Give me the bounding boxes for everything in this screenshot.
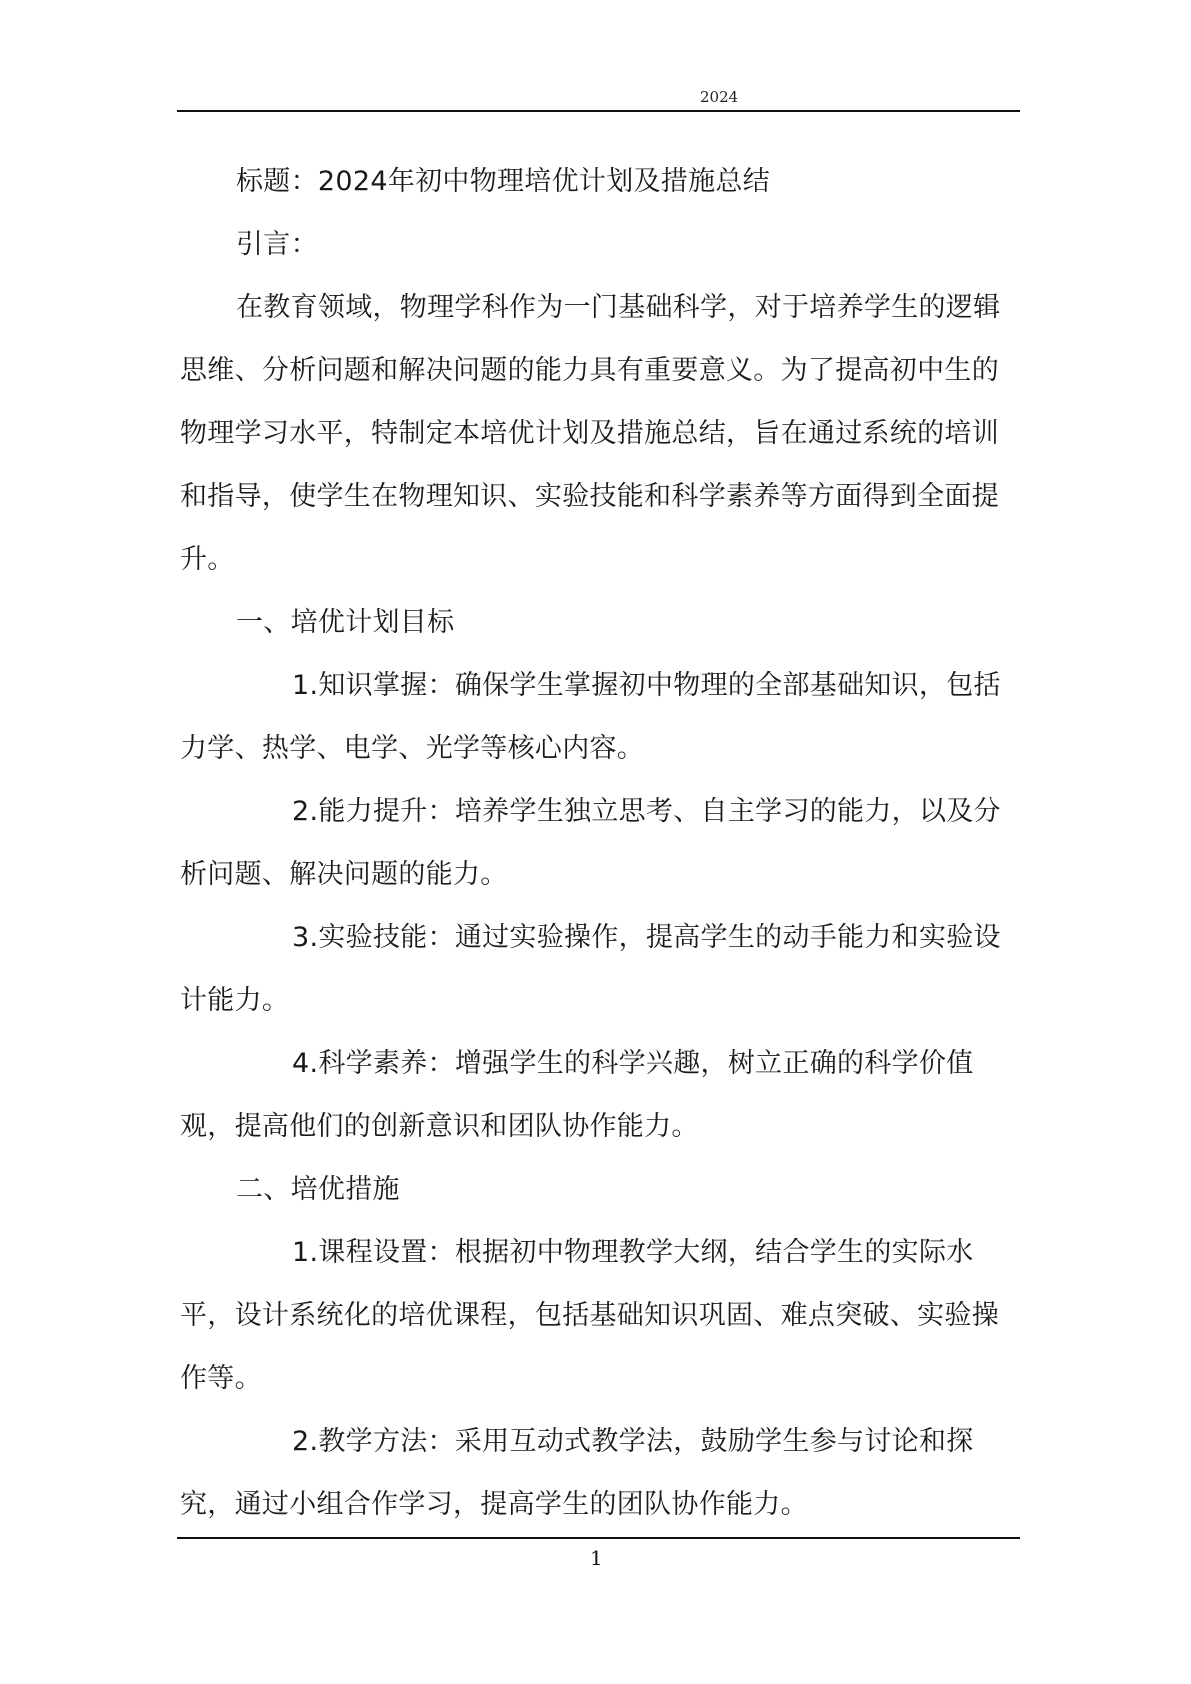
section1-item: 3.实验技能：通过实验操作，提高学生的动手能力和实验设计能力。 [180, 922, 1001, 1016]
section2-heading: 二、培优措施 [236, 1174, 400, 1205]
intro-heading: 引言： [236, 229, 318, 260]
intro-paragraph: 在教育领域，物理学科作为一门基础科学，对于培养学生的逻辑思维、分析问题和解决问题的能力具有重要意义。为了提高初中生的物理学习水平，特制定本培优计划及措施总结，旨在通过系统的培训和指导，使学生在物理知识、实验技能和科学素养等方面得到全面提升。 [180, 292, 1001, 575]
section2-item: 1.课程设置：根据初中物理教学大纲，结合学生的实际水平，设计系统化的培优课程，包括基础知识巩固、难点突破、实验操作等。 [180, 1237, 999, 1394]
section1-heading: 一、培优计划目标 [236, 607, 455, 638]
section1-item: 1.知识掌握：确保学生掌握初中物理的全部基础知识，包括力学、热学、电学、光学等核心内容。 [180, 670, 1001, 764]
footer-divider [177, 1537, 1020, 1539]
page-number: 1 [590, 1546, 603, 1570]
section1-item: 4.科学素养：增强学生的科学兴趣，树立正确的科学价值观，提高他们的创新意识和团队协作能力。 [180, 1048, 974, 1142]
section2-item: 2.教学方法：采用互动式教学法，鼓励学生参与讨论和探究，通过小组合作学习，提高学生的团队协作能力。 [180, 1426, 974, 1520]
document-body [180, 150, 1010, 1536]
section1-item: 2.能力提升：培养学生独立思考、自主学习的能力，以及分析问题、解决问题的能力。 [180, 796, 1001, 890]
document-title: 标题：2024年初中物理培优计划及措施总结 [236, 166, 771, 197]
header-divider [177, 110, 1020, 112]
header-year: 2024 [700, 88, 739, 106]
